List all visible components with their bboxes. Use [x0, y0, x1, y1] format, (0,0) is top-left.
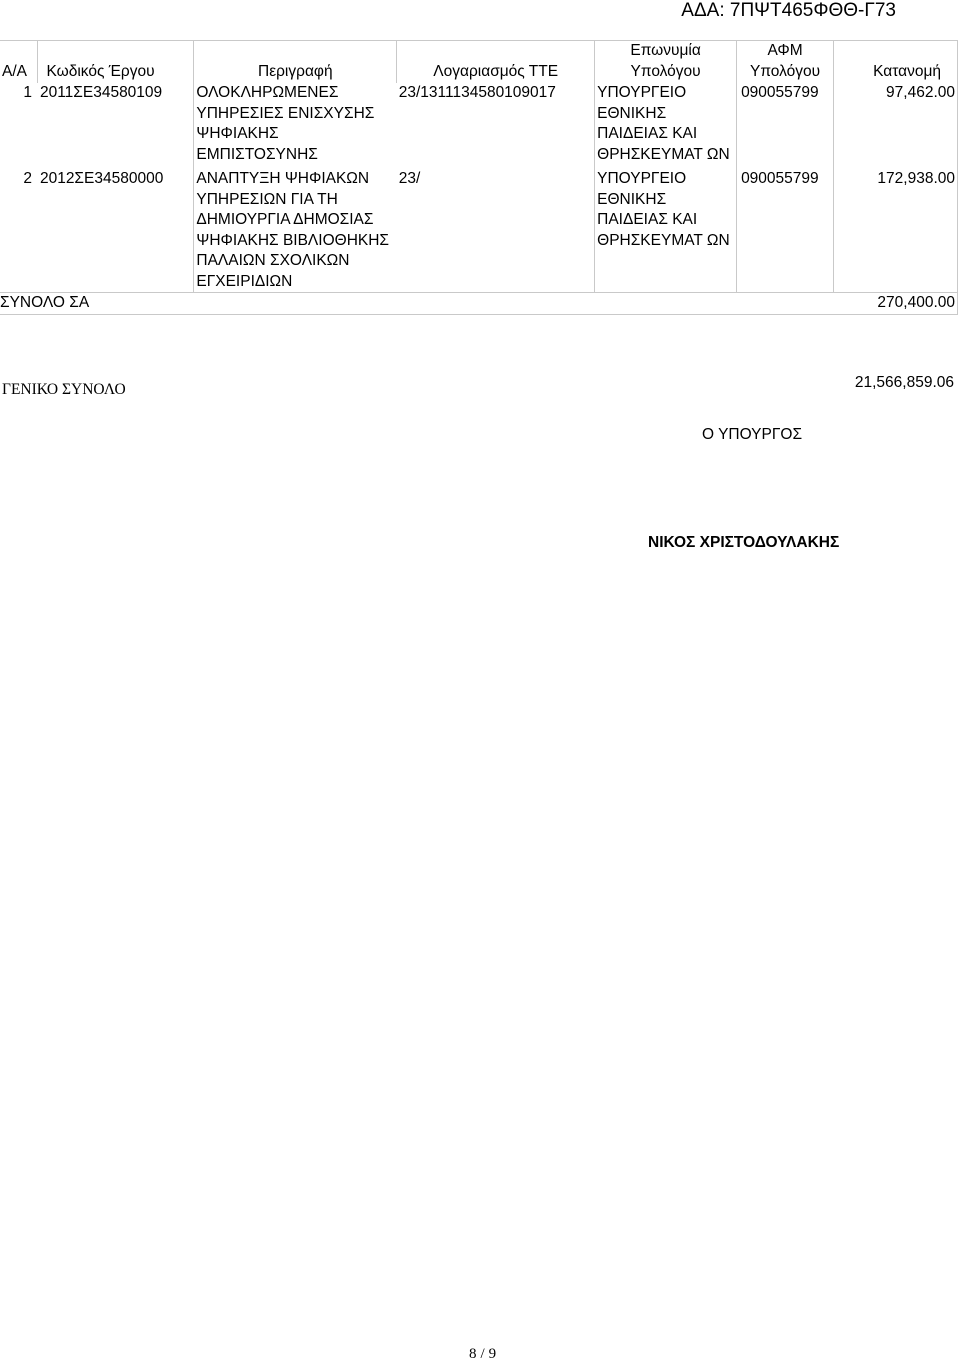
total-value: 270,400.00 [834, 293, 958, 315]
table-header-row [0, 41, 958, 84]
row-aa: 1 [23, 84, 32, 101]
header-description: Περιγραφή [194, 41, 397, 84]
header-afm-line2: Υπολόγου [749, 62, 821, 80]
page-total: 9 [488, 1346, 497, 1362]
page-current: 8 [469, 1346, 477, 1362]
row-description: ΟΛΟΚΛΗΡΩΜΕΝΕΣ ΥΠΗΡΕΣΙΕΣ ΕΝΙΣΧΥΣΗΣ ΨΗΦΙΑΚΗΣ ΕΜΠΙΣΤΟΣΥΝΗΣ [194, 83, 397, 169]
header-name [595, 41, 737, 84]
row-code: 2011ΣΕ34580109 [39, 84, 163, 101]
total-row [0, 293, 958, 315]
grand-total-value: 21,566,859.06 [854, 374, 954, 391]
ada-code: ΑΔΑ: 7ΠΨΤ465ΦΘΘ-Γ73 [681, 0, 896, 21]
header-aa: Α/Α [0, 41, 38, 84]
row-aa: 2 [23, 170, 32, 187]
row-account: 23/1311134580109017 [398, 84, 556, 101]
header-name-line2: Υπολόγου [630, 62, 701, 80]
header-code: Κωδικός Έργου [38, 41, 194, 84]
page-indicator [469, 1346, 496, 1363]
header-account: Λογαριασμός ΤΤΕ [397, 41, 595, 84]
page-separator: / [480, 1346, 485, 1362]
row-code: 2012ΣΕ34580000 [39, 170, 164, 187]
total-label: ΣΥΝΟΛΟ ΣΑ [0, 293, 834, 315]
minister-name: ΝΙΚΟΣ ΧΡΙΣΤΟΔΟΥΛΑΚΗΣ [648, 534, 840, 551]
row-afm: 090055799 [737, 169, 834, 293]
row-name: ΥΠΟΥΡΓΕΙΟ ΕΘΝΙΚΗΣ ΠΑΙΔΕΙΑΣ ΚΑΙ ΘΡΗΣΚΕΥΜΑΤ ΩΝ [595, 83, 737, 169]
row-afm: 090055799 [737, 83, 834, 169]
header-allocation: Κατανομή [834, 41, 958, 84]
header-name-line1: Επωνυμία [630, 42, 701, 59]
row-name: ΥΠΟΥΡΓΕΙΟ ΕΘΝΙΚΗΣ ΠΑΙΔΕΙΑΣ ΚΑΙ ΘΡΗΣΚΕΥΜΑΤ ΩΝ [595, 169, 737, 293]
row-allocation: 97,462.00 [834, 83, 958, 169]
row-allocation: 172,938.00 [834, 169, 958, 293]
table-row [0, 169, 958, 293]
minister-title: Ο ΥΠΟΥΡΓΟΣ [702, 426, 803, 443]
header-afm [737, 41, 834, 84]
table-row [0, 83, 958, 169]
row-description: ΑΝΑΠΤΥΞΗ ΨΗΦΙΑΚΩΝ ΥΠΗΡΕΣΙΩΝ ΓΙΑ ΤΗ ΔΗΜΙΟΥΡΓΙΑ ΔΗΜΟΣΙΑΣ ΨΗΦΙΑΚΗΣ ΒΙΒΛΙΟΘΗΚΗΣ ΠΑΛΑΙΩΝ ΣΧΟΛΙΚΩΝ ΕΓΧΕΙΡΙΔΙΩΝ [194, 169, 397, 293]
header-afm-line1: ΑΦΜ [767, 42, 803, 59]
allocation-table [0, 40, 958, 315]
grand-total-label: ΓΕΝΙΚΟ ΣΥΝΟΛΟ [2, 381, 126, 398]
row-account: 23/ [398, 170, 421, 187]
